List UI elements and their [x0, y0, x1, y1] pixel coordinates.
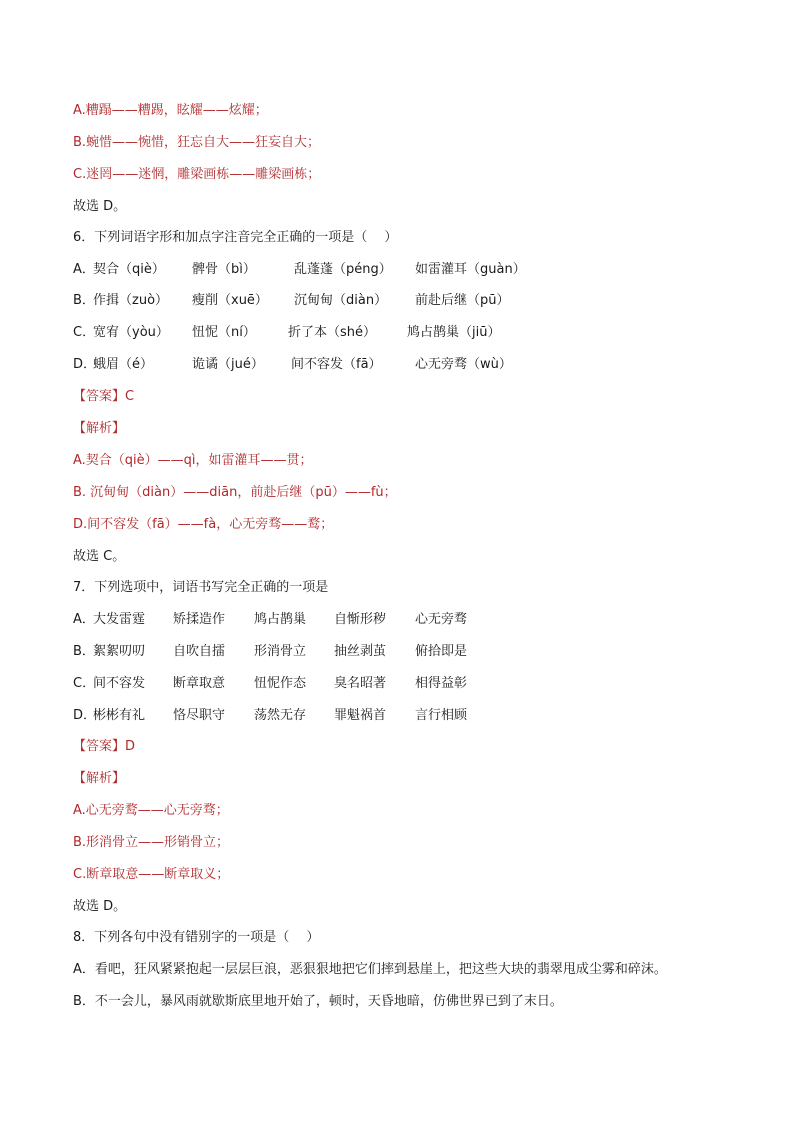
- option-item: 间不容发（fā）: [291, 357, 382, 372]
- option-label: B．: [73, 293, 95, 308]
- option-item: 矫揉造作: [173, 612, 226, 627]
- option-label: A．: [73, 612, 95, 627]
- q8-option-b: B．不一会儿，暴风雨就歇斯底里地开始了，顿时，天昏地暗，仿佛世界已到了末日。: [73, 994, 563, 1009]
- option-label: B．: [73, 644, 95, 659]
- option-item: 臭名昭著: [334, 676, 387, 691]
- option-label: D．: [73, 357, 97, 372]
- option-item: 鸠占鹊巢: [254, 612, 307, 627]
- option-item: 乱蓬蓬（péng）: [294, 262, 392, 277]
- question-6-stem: 6．下列词语字形和加点字注音完全正确的一项是（ ）: [73, 230, 398, 245]
- option-item: 自惭形秽: [334, 612, 387, 627]
- option-item: 恪尽职守: [173, 708, 226, 723]
- option-item: 忸怩（ní）: [192, 325, 256, 340]
- explanation-line: A.契合（qiè）——qì，如雷灌耳——贯；: [73, 453, 313, 468]
- option-label: D．: [73, 708, 97, 723]
- explanation-line: B. 沉甸甸（diàn）——diān，前赴后继（pū）——fù；: [73, 485, 397, 500]
- option-item: 忸怩作态: [254, 676, 307, 691]
- explanation-line: A.心无旁鹜——心无旁骛；: [73, 803, 229, 818]
- option-item: 瘦削（xuē）: [192, 293, 268, 308]
- option-item: 罪魁祸首: [334, 708, 387, 723]
- option-item: 蛾眉（é）: [93, 357, 153, 372]
- option-item: 荡然无存: [254, 708, 307, 723]
- answer-label: 【答案】: [73, 739, 126, 754]
- question-8-stem: 8．下列各句中没有错别字的一项是（ ）: [73, 930, 320, 945]
- question-7-stem: 7．下列选项中，词语书写完全正确的一项是: [73, 580, 329, 595]
- option-label: C．: [73, 676, 96, 691]
- answer-line: [73, 388, 754, 406]
- explanation-line: B.蜿惜——惋惜，狂忘自大——狂妄自大；: [73, 135, 321, 150]
- option-item: 断章取意: [173, 676, 226, 691]
- option-item: 髀骨（bì）: [192, 262, 256, 277]
- option-item: 心无旁骛（wù）: [415, 357, 512, 372]
- conclusion: 故选 C。: [73, 549, 126, 564]
- answer-value: D: [125, 739, 136, 754]
- answer-line: [73, 738, 754, 756]
- analysis-label: 【解析】: [73, 421, 126, 436]
- option-item: 前赴后继（pū）: [415, 293, 510, 308]
- option-item: 契合（qiè）: [93, 262, 165, 277]
- option-item: 自吹自擂: [173, 644, 226, 659]
- answer-value: C: [125, 389, 135, 404]
- option-item: 抽丝剥茧: [334, 644, 387, 659]
- option-item: 相得益彰: [415, 676, 468, 691]
- conclusion: 故选 D。: [73, 199, 127, 214]
- option-item: 宽宥（yòu）: [93, 325, 169, 340]
- option-item: 如雷灌耳（guàn）: [415, 262, 526, 277]
- explanation-line: C.断章取意——断章取义；: [73, 867, 230, 882]
- option-item: 心无旁骛: [415, 612, 468, 627]
- conclusion: 故选 D。: [73, 899, 127, 914]
- option-item: 形消骨立: [254, 644, 307, 659]
- option-item: 诡谲（jué）: [192, 357, 264, 372]
- option-item: 俯拾即是: [415, 644, 468, 659]
- analysis-label: 【解析】: [73, 771, 126, 786]
- option-label: C．: [73, 325, 96, 340]
- explanation-line: A.糟蹋——糟踢，眩耀——炫耀；: [73, 103, 268, 118]
- explanation-line: C.迷罔——迷惘，雕梁画栋——雕梁画栋；: [73, 167, 321, 182]
- option-item: 鸠占鹊巢（jiū）: [407, 325, 501, 340]
- option-item: 絮絮叨叨: [93, 644, 146, 659]
- option-item: 间不容发: [93, 676, 146, 691]
- option-item: 言行相顾: [415, 708, 468, 723]
- answer-label: 【答案】: [73, 389, 126, 404]
- explanation-line: B.形消骨立——形销骨立；: [73, 835, 230, 850]
- option-item: 作揖（zuò）: [93, 293, 169, 308]
- option-label: A．: [73, 262, 95, 277]
- option-item: 沉甸甸（diàn）: [294, 293, 388, 308]
- option-item: 大发雷霆: [93, 612, 146, 627]
- explanation-line: D.间不容发（fā）——fà，心无旁骛——鹜；: [73, 517, 334, 532]
- option-item: 彬彬有礼: [93, 708, 146, 723]
- q8-option-a: A．看吧，狂风紧紧抱起一层层巨浪，恶狠狠地把它们摔到悬崖上，把这些大块的翡翠甩成尘雾和碎沫。: [73, 962, 667, 977]
- option-item: 折了本（shé）: [288, 325, 377, 340]
